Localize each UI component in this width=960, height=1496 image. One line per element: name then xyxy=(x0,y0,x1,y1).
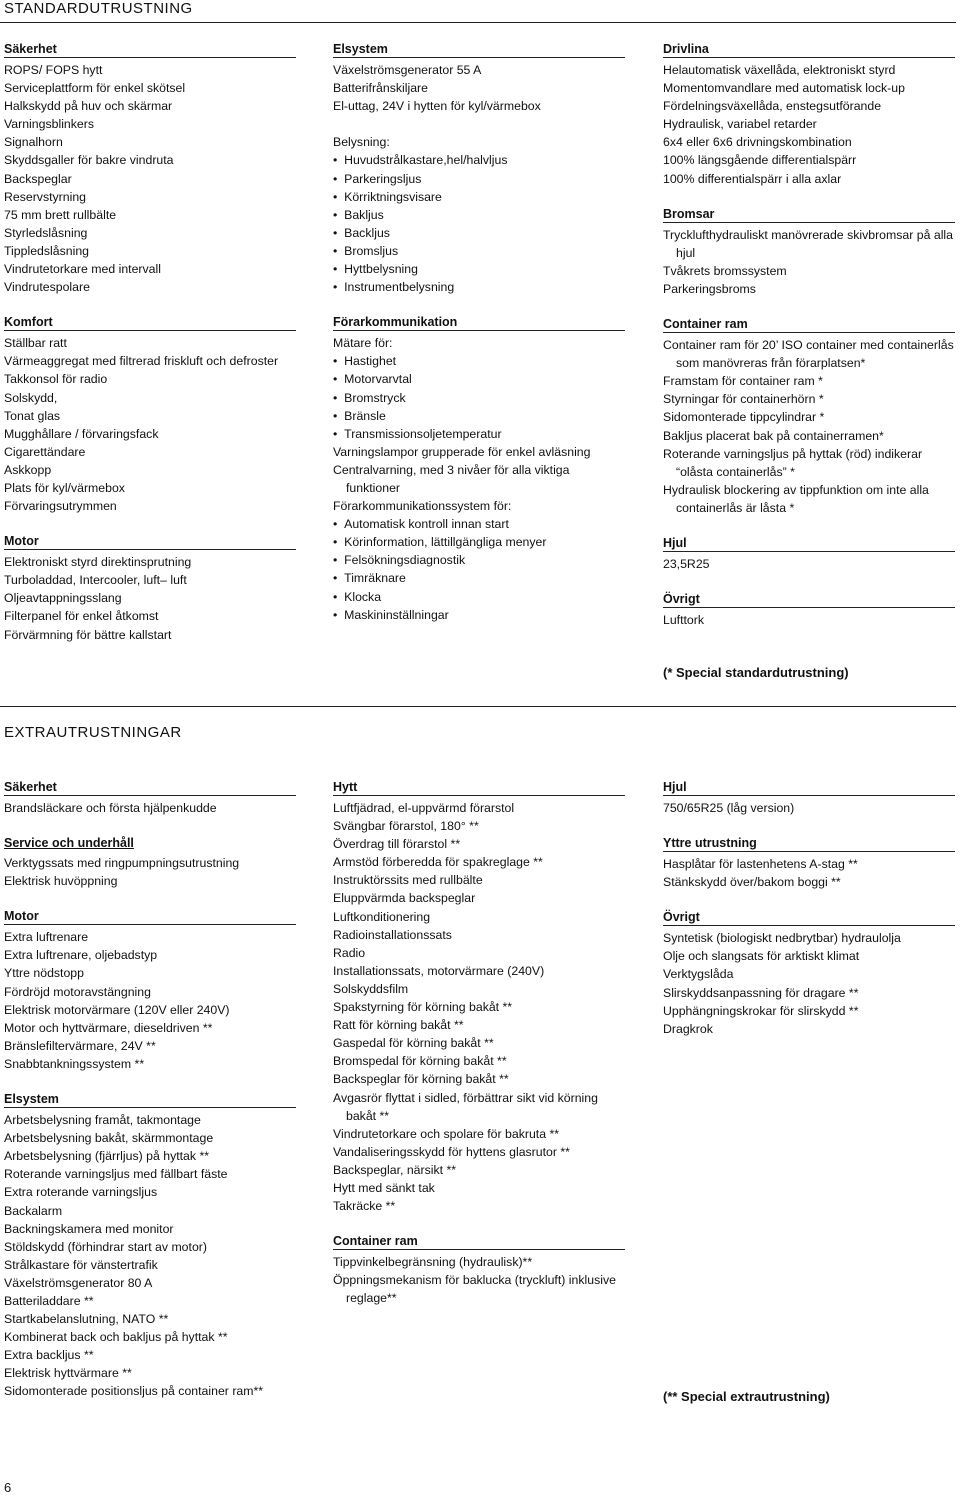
standard-section-bromsar xyxy=(663,207,955,298)
page-number: 6 xyxy=(4,1480,12,1495)
list-item: Radioinstallationssats xyxy=(333,927,452,942)
list-item: Slirskyddsanpassning för dragare ** xyxy=(663,985,859,1000)
list-item: ROPS/ FOPS hytt xyxy=(4,63,103,77)
list-item: Luftkonditionering xyxy=(333,909,431,924)
list-item: Mugghållare / förvaringsfack xyxy=(4,426,159,441)
bullet-item: • Bränsle xyxy=(333,407,625,425)
list-item: Roterande varningsljus på hyttak (röd) indikerar “olåsta containerlås” * xyxy=(663,446,923,479)
list-item: 23,5R25 xyxy=(663,556,710,571)
list-item: Olje och slangsats för arktiskt klimat xyxy=(663,949,860,964)
list-item: Lufttork xyxy=(663,613,705,628)
list-item: Hasplåtar för lastenhetens A-stag ** xyxy=(663,857,858,872)
standard-column-3 xyxy=(663,42,955,648)
section-divider xyxy=(0,706,956,707)
list-item: Signalhorn xyxy=(4,135,63,150)
extra-section-motor xyxy=(4,909,296,1073)
list-item: El-uttag, 24V i hytten för kyl/värmebox xyxy=(333,99,541,114)
list-item: Verktygssats med ringpumpningsutrustning xyxy=(4,856,240,871)
list-item: Varningsblinkers xyxy=(4,117,94,132)
standard-section-forarkommunikation xyxy=(333,315,625,624)
list-item: Takkonsol för radio xyxy=(4,372,108,387)
list-item: Växelströmsgenerator 55 A xyxy=(333,63,482,77)
bullet-item: • Motorvarvtal xyxy=(333,370,625,388)
list-item: Luftfjädrad, el-uppvärmd förarstol xyxy=(333,801,515,815)
bullet-item: • Felsökningsdiagnostik xyxy=(333,551,625,569)
list-item: Tvåkrets bromssystem xyxy=(663,263,787,278)
bullet-item: • Klocka xyxy=(333,588,625,606)
list-item: Fördelningsväxellåda, enstegsutförande xyxy=(663,99,882,114)
list-item: 100% längsgående differentialspärr xyxy=(663,153,857,168)
extra-section-hytt xyxy=(333,780,625,1215)
standard-column-2 xyxy=(333,42,625,643)
list-item: Mätare för: xyxy=(333,336,393,351)
list-spacer xyxy=(333,115,625,133)
list-item: Backspeglar xyxy=(4,171,72,186)
standard-section-drivlina xyxy=(663,42,955,188)
list-item: Värmeaggregat med filtrerad friskluft och defroster xyxy=(4,354,279,369)
list-item: Backspeglar för körning bakåt ** xyxy=(333,1072,509,1087)
list-item: Backspeglar, närsikt ** xyxy=(333,1162,457,1177)
list-item: Hydraulisk, variabel retarder xyxy=(663,117,817,132)
list-item: Dragkrok xyxy=(663,1021,713,1036)
section-heading: Container ram xyxy=(333,1234,625,1250)
section-heading: Drivlina xyxy=(663,42,955,58)
list-item: Motor och hyttvärmare, dieseldriven ** xyxy=(4,1020,213,1035)
list-item: Batterifrånskiljare xyxy=(333,81,428,96)
list-item: Turboladdad, Intercooler, luft– luft xyxy=(4,573,187,588)
list-item: Batteriladdare ** xyxy=(4,1293,94,1308)
list-item: Instruktörssits med rullbälte xyxy=(333,873,483,888)
section-heading: Container ram xyxy=(663,317,955,333)
section-heading: Yttre utrustning xyxy=(663,836,955,852)
section-heading: Motor xyxy=(4,534,296,550)
section-heading: Motor xyxy=(4,909,296,925)
list-item: Vindrutespolare xyxy=(4,280,90,295)
list-item: Oljeavtappningsslang xyxy=(4,591,122,606)
list-item: Sidomonterade tippcylindrar * xyxy=(663,410,825,425)
extra-footnote: (** Special extrautrustning) xyxy=(663,1389,830,1404)
list-item: Installationssats, motorvärmare (240V) xyxy=(333,963,545,978)
list-item: Fördröjd motoravstängning xyxy=(4,984,151,999)
list-item: Extra luftrenare xyxy=(4,930,89,945)
list-item: Askkopp xyxy=(4,462,52,477)
list-item: Överdrag till förarstol ** xyxy=(333,837,461,852)
list-item: Belysning: xyxy=(333,135,390,150)
extra-column-1 xyxy=(4,780,296,1420)
list-item: Container ram för 20’ ISO container med containerlås som manövreras från förarplatsen* xyxy=(663,338,954,371)
list-item: Sidomonterade positionsljus på container ram** xyxy=(4,1384,264,1399)
list-item: Avgasrör flyttat i sidled, förbättrar sikt vid körning bakåt ** xyxy=(333,1090,598,1123)
extra-title: EXTRAUTRUSTNINGAR xyxy=(4,724,182,741)
standard-section-container-ram xyxy=(663,317,955,517)
list-item: Solskydd, xyxy=(4,390,58,405)
list-item: Parkeringsbroms xyxy=(663,281,756,296)
bullet-item: • Körriktningsvisare xyxy=(333,188,625,206)
extra-section-container-ram xyxy=(333,1234,625,1307)
bullet-item: • Huvudstrålkastare,hel/halvljus xyxy=(333,151,625,169)
extra-section-yttre-utrustning xyxy=(663,836,955,891)
list-item: Gaspedal för körning bakåt ** xyxy=(333,1036,494,1051)
bullet-item: • Automatisk kontroll innan start xyxy=(333,515,625,533)
list-item: Plats för kyl/värmebox xyxy=(4,480,125,495)
list-item: Vindrutetorkare och spolare för bakruta ** xyxy=(333,1126,560,1141)
list-item: 6x4 eller 6x6 drivningskombination xyxy=(663,135,852,150)
standard-column-1 xyxy=(4,42,296,663)
list-item: Förarkommunikationssystem för: xyxy=(333,499,512,514)
extra-section-elsystem xyxy=(4,1092,296,1401)
list-item: Bromspedal för körning bakåt ** xyxy=(333,1054,507,1069)
list-item: Stänkskydd över/bakom boggi ** xyxy=(663,875,841,890)
list-item: Öppningsmekanism för baklucka (tryckluft) inklusive reglage** xyxy=(333,1273,616,1306)
list-item: Filterpanel för enkel åtkomst xyxy=(4,609,159,624)
list-item: Eluppvärmda backspeglar xyxy=(333,891,476,906)
list-item: Arbetsbelysning (fjärrljus) på hyttak ** xyxy=(4,1149,210,1164)
section-heading: Bromsar xyxy=(663,207,955,223)
section-heading: Säkerhet xyxy=(4,780,296,796)
list-item: Helautomatisk växellåda, elektroniskt styrd xyxy=(663,63,896,77)
extra-column-2 xyxy=(333,780,625,1326)
bullet-item: • Parkeringsljus xyxy=(333,170,625,188)
list-item: Elektrisk motorvärmare (120V eller 240V) xyxy=(4,1002,230,1017)
list-item: Yttre nödstopp xyxy=(4,966,84,981)
list-item: Vandaliseringsskydd för hyttens glasrutor ** xyxy=(333,1144,570,1159)
list-item: Takräcke ** xyxy=(333,1199,396,1214)
list-item: Verktygslåda xyxy=(663,967,734,982)
list-item: Armstöd förberedda för spakreglage ** xyxy=(333,855,543,870)
standard-section-elsystem xyxy=(333,42,625,296)
section-heading: Övrigt xyxy=(663,910,955,926)
section-heading: Hjul xyxy=(663,536,955,552)
standard-section-ovrigt xyxy=(663,592,955,629)
list-item: Förvaringsutrymmen xyxy=(4,499,117,514)
list-item: Bakljus placerat bak på containerramen* xyxy=(663,428,884,443)
bullet-item: • Timräknare xyxy=(333,569,625,587)
list-item: Arbetsbelysning bakåt, skärmmontage xyxy=(4,1131,214,1146)
list-item: Syntetisk (biologiskt nedbrytbar) hydraulolja xyxy=(663,931,901,946)
list-item: Reservstyrning xyxy=(4,189,87,204)
list-item: Spakstyrning för körning bakåt ** xyxy=(333,1000,513,1015)
list-item: Strålkastare för vänstertrafik xyxy=(4,1257,158,1272)
list-item: Startkabelanslutning, NATO ** xyxy=(4,1312,169,1327)
list-item: Skyddsgaller för bakre vindruta xyxy=(4,153,174,168)
section-heading: Säkerhet xyxy=(4,42,296,58)
list-item: Framstam för container ram * xyxy=(663,374,823,389)
list-item: Roterande varningsljus med fällbart fäste xyxy=(4,1167,228,1182)
list-item: Styrningar för containerhörn * xyxy=(663,392,824,407)
list-item: Förvärmning för bättre kallstart xyxy=(4,627,172,642)
standard-section-hjul xyxy=(663,536,955,573)
bullet-item: • Bromstryck xyxy=(333,389,625,407)
list-item: Serviceplattform för enkel skötsel xyxy=(4,81,186,96)
list-item: Extra roterande varningsljus xyxy=(4,1185,158,1200)
list-item: Upphängningskrokar för slirskydd ** xyxy=(663,1003,859,1018)
list-item: Solskyddsfilm xyxy=(333,981,409,996)
extra-section-ovrigt xyxy=(663,910,955,1038)
list-item: Tippvinkelbegränsning (hydraulisk)** xyxy=(333,1255,533,1270)
standard-section-motor xyxy=(4,534,296,643)
extra-column-3 xyxy=(663,780,955,1057)
bullet-item: • Maskininställningar xyxy=(333,606,625,624)
list-item: Hydraulisk blockering av tippfunktion om inte alla containerlås är låsta * xyxy=(663,482,929,515)
list-item: Halkskydd på huv och skärmar xyxy=(4,99,173,114)
standard-title: STANDARDUTRUSTNING xyxy=(4,0,193,17)
bullet-item: • Hastighet xyxy=(333,352,625,370)
list-item: Backningskamera med monitor xyxy=(4,1221,174,1236)
list-item: 75 mm brett rullbälte xyxy=(4,207,117,222)
section-heading: Övrigt xyxy=(663,592,955,608)
extra-section-service-och-underhall xyxy=(4,836,296,890)
list-item: Styrledslåsning xyxy=(4,225,88,240)
list-item: Snabbtankningssystem ** xyxy=(4,1056,145,1071)
list-item: Centralvarning, med 3 nivåer för alla viktiga funktioner xyxy=(333,462,570,495)
list-item: Brandsläckare och första hjälpenkudde xyxy=(4,801,217,815)
list-item: Elektroniskt styrd direktinsprutning xyxy=(4,555,192,570)
bullet-item: • Bromsljus xyxy=(333,242,625,260)
list-item: Arbetsbelysning framåt, takmontage xyxy=(4,1113,201,1128)
list-item: 750/65R25 (låg version) xyxy=(663,801,795,815)
list-item: Kombinerat back och bakljus på hyttak ** xyxy=(4,1330,228,1345)
bullet-item: • Instrumentbelysning xyxy=(333,278,625,296)
section-heading: Elsystem xyxy=(333,42,625,58)
list-item: Vindrutetorkare med intervall xyxy=(4,262,161,277)
bullet-item: • Körinformation, lättillgängliga menyer xyxy=(333,533,625,551)
list-item: Radio xyxy=(333,945,366,960)
list-item: Stöldskydd (förhindrar start av motor) xyxy=(4,1239,207,1254)
section-heading: Hjul xyxy=(663,780,955,796)
list-item: Elektrisk huvöppning xyxy=(4,874,118,889)
bullet-item: • Bakljus xyxy=(333,206,625,224)
list-item: Hytt med sänkt tak xyxy=(333,1180,435,1195)
standard-title-rule xyxy=(0,22,956,23)
section-heading: Komfort xyxy=(4,315,296,331)
section-heading: Hytt xyxy=(333,780,625,796)
list-item: Extra backljus ** xyxy=(4,1348,94,1363)
list-item: Bränslefiltervärmare, 24V ** xyxy=(4,1038,156,1053)
list-item: Tippledslåsning xyxy=(4,243,89,258)
bullet-item: • Transmissionsoljetemperatur xyxy=(333,425,625,443)
list-item: Trycklufthydrauliskt manövrerade skivbromsar på alla hjul xyxy=(663,227,953,260)
standard-section-komfort xyxy=(4,315,296,515)
extra-section-hjul xyxy=(663,780,955,817)
list-item: Cigarettändare xyxy=(4,444,86,459)
list-item: Ratt för körning bakåt ** xyxy=(333,1018,464,1033)
list-item: Svängbar förarstol, 180° ** xyxy=(333,819,479,834)
list-item: Elektrisk hyttvärmare ** xyxy=(4,1366,132,1381)
list-item: Extra luftrenare, oljebadstyp xyxy=(4,948,158,963)
list-item: Backalarm xyxy=(4,1203,63,1218)
bullet-item: • Hyttbelysning xyxy=(333,260,625,278)
list-item: Växelströmsgenerator 80 A xyxy=(4,1275,153,1290)
section-heading: Service och underhåll xyxy=(4,836,134,851)
section-heading: Förarkommunikation xyxy=(333,315,625,331)
list-item: Momentomvandlare med automatisk lock-up xyxy=(663,81,905,96)
bullet-item: • Backljus xyxy=(333,224,625,242)
list-item: Varningslampor grupperade för enkel avläsning xyxy=(333,444,591,459)
list-item: 100% differentialspärr i alla axlar xyxy=(663,171,842,186)
list-item: Tonat glas xyxy=(4,408,61,423)
extra-section-sakerhet xyxy=(4,780,296,817)
section-heading: Elsystem xyxy=(4,1092,296,1108)
standard-section-sakerhet xyxy=(4,42,296,296)
list-item: Ställbar ratt xyxy=(4,336,67,351)
standard-footnote: (* Special standardutrustning) xyxy=(663,665,849,680)
